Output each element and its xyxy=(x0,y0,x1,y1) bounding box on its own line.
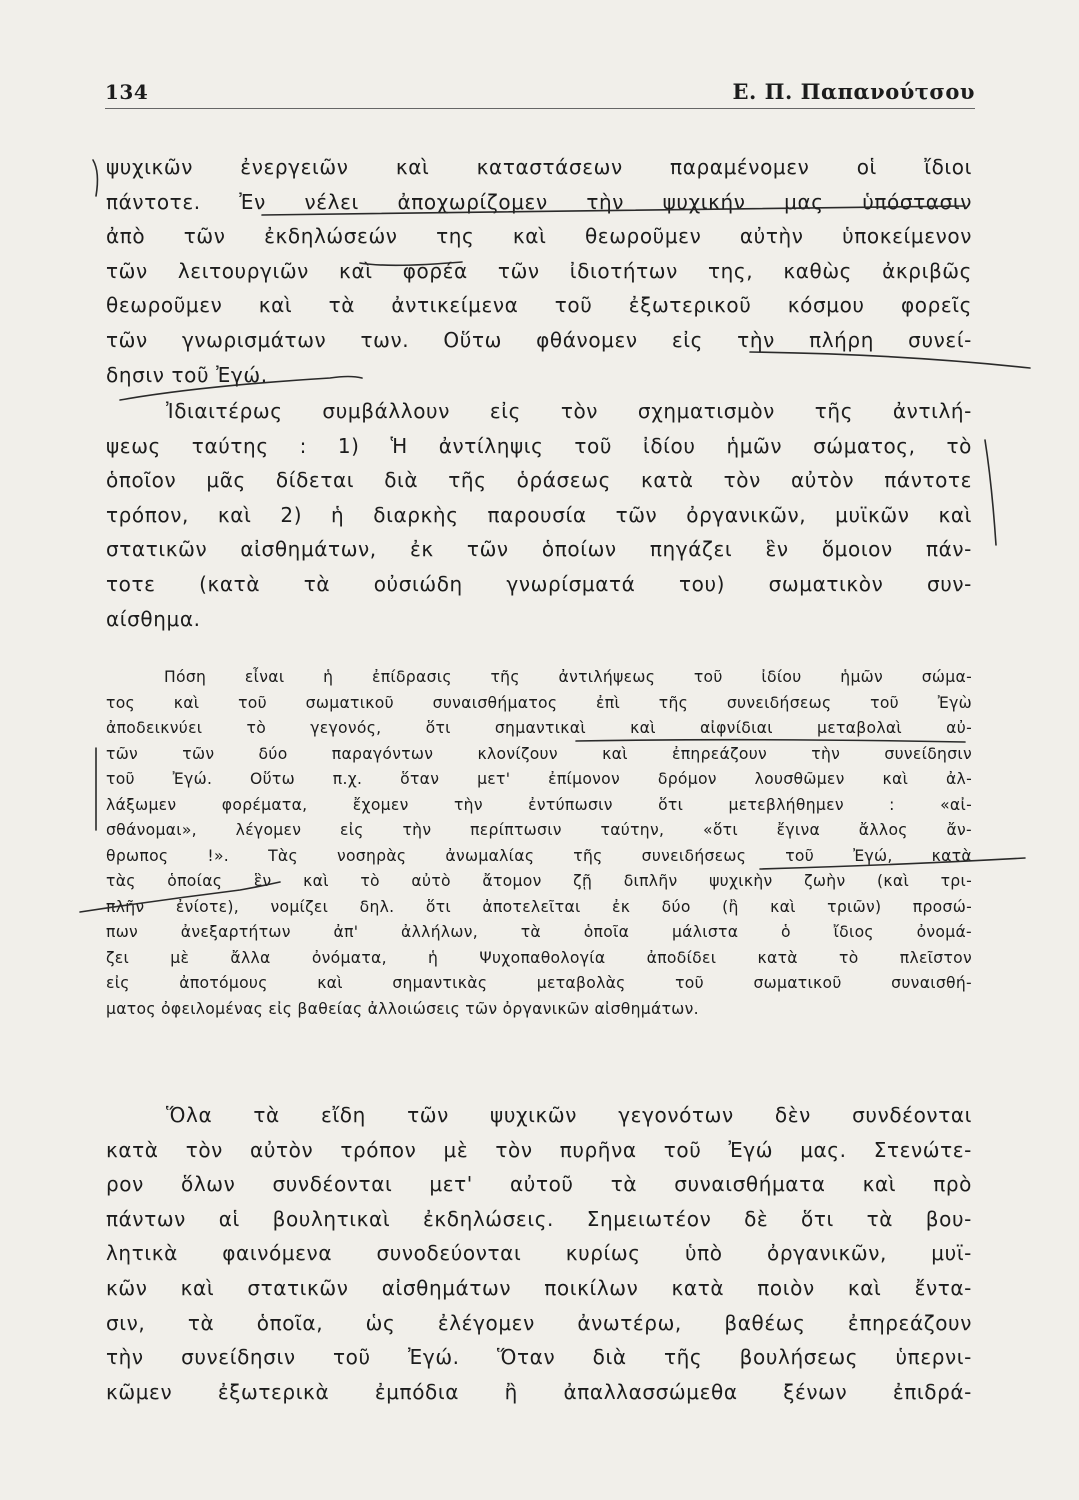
text-line: ρον ὅλων συνδέονται μετ' αὐτοῦ τὰ συναισθήματα καὶ πρὸ xyxy=(106,1172,972,1197)
text-line: σθάνομαι», λέγομεν εἰς τὴν περίπτωσιν ταύτην, «ὅτι ἔγινα ἄλλος ἄν- xyxy=(106,821,972,839)
text-line: τρόπον, καὶ 2) ἡ διαρκὴς παρουσία τῶν ὀργανικῶν, μυϊκῶν καὶ xyxy=(106,502,972,527)
text-line: πάντων αἱ βουλητικαὶ ἐκδηλώσεις. Σημειωτέον δὲ ὅτι τὰ βου- xyxy=(106,1206,972,1231)
text-line: εἰς ἀποτόμους καὶ σημαντικὰς μεταβολὰς τοῦ σωματικοῦ συναισθή- xyxy=(106,974,972,992)
text-line: Ἰδιαιτέρως συμβάλλουν εἰς τὸν σχηματισμὸν τῆς ἀντιλή- xyxy=(166,399,972,423)
text-line: στατικῶν αἰσθημάτων, ἐκ τῶν ὁποίων πηγάζει ἓν ὅμοιον πάν- xyxy=(106,537,972,562)
text-line: τῶν τῶν δύο παραγόντων κλονίζουν καὶ ἐπηρεάζουν τὴν συνείδησιν xyxy=(106,744,972,763)
text-line: τὰς ὁποίας ἓν καὶ τὸ αὐτὸ ἄτομον ζῇ διπλῆν ψυχικὴν ζωὴν (καὶ τρι- xyxy=(106,872,972,890)
paragraph-3-smallprint xyxy=(106,665,972,1022)
text-line: ἀποδεικνύει τὸ γεγονός, ὅτι σημαντικαὶ καὶ αἰφνίδιαι μεταβολαὶ αὐ- xyxy=(106,719,972,737)
text-line: θρωπος !». Τὰς νοσηρὰς ἀνωμαλίας τῆς συνειδήσεως τοῦ Ἐγώ, κατὰ xyxy=(106,846,972,865)
text-line: τῶν γνωρισμάτων των. Οὕτω φθάνομεν εἰς τὴν πλήρη συνεί- xyxy=(106,327,972,352)
paragraph-2 xyxy=(106,394,972,636)
text-line: κατὰ τὸν αὐτὸν τρόπον μὲ τὸν πυρῆνα τοῦ Ἐγώ μας. Στενώτε- xyxy=(106,1137,972,1162)
text-line: τοτε (κατὰ τὰ οὐσιώδη γνωρίσματά του) σωματικὸν συν- xyxy=(106,571,972,596)
text-line: ὁποῖον μᾶς δίδεται διὰ τῆς ὁράσεως κατὰ τὸν αὐτὸν πάντοτε xyxy=(106,468,972,493)
text-line: ἀπὸ τῶν ἐκδηλώσεών της καὶ θεωροῦμεν αὐτὴν ὑποκείμενον xyxy=(106,224,972,249)
text-line: τοῦ Ἐγώ. Οὕτω π.χ. ὅταν μετ' ἐπίμονον δρόμον λουσθῶμεν καὶ ἀλ- xyxy=(106,770,972,788)
text-line: Ὅλα τὰ εἴδη τῶν ψυχικῶν γεγονότων δὲν συνδέονται xyxy=(166,1103,972,1127)
text-line: πλῆν ἐνίοτε), νομίζει δηλ. ὅτι ἀποτελεῖται ἐκ δύο (ἢ καὶ τριῶν) προσώ- xyxy=(106,897,972,916)
running-header xyxy=(105,74,975,109)
margin-bracket-right xyxy=(985,440,996,545)
text-line: Πόση εἶναι ἡ ἐπίδρασις τῆς ἀντιλήψεως τοῦ ἰδίου ἡμῶν σώμα- xyxy=(164,668,972,686)
text-line: τος καὶ τοῦ σωματικοῦ συναισθήματος ἐπὶ τῆς συνειδήσεως τοῦ Ἐγὼ xyxy=(106,693,972,712)
text-line: σιν, τὰ ὁποῖα, ὡς ἐλέγομεν ἀνωτέρω, βαθέως ἐπηρεάζουν xyxy=(106,1310,972,1335)
text-line: ζει μὲ ἄλλα ὀνόματα, ἡ Ψυχοπαθολογία ἀποδίδει κατὰ τὸ πλεῖστον xyxy=(106,948,972,967)
paragraph-1 xyxy=(106,150,972,392)
text-line: ματος ὀφειλομένας εἰς βαθείας ἀλλοιώσεις τῶν ὀργανικῶν αἰσθημάτων. xyxy=(106,999,699,1018)
text-line: κῶμεν ἐξωτερικὰ ἐμπόδια ἢ ἀπαλλασσώμεθα ξένων ἐπιδρά- xyxy=(106,1379,972,1404)
text-line: αίσθημα. xyxy=(106,606,201,631)
text-line: πων ἀνεξαρτήτων ἀπ' ἀλλήλων, τὰ ὁποῖα μάλιστα ὁ ἴδιος ὀνομά- xyxy=(106,923,972,941)
text-line: δησιν τοῦ Ἐγώ. xyxy=(106,362,268,387)
page-number: 134 xyxy=(105,80,149,104)
paragraph-4 xyxy=(106,1098,972,1409)
text-line: ψυχικῶν ἐνεργειῶν καὶ καταστάσεων παραμένομεν οἱ ἴδιοι xyxy=(106,155,972,179)
text-line: λάξωμεν φορέματα, ἔχομεν τὴν ἐντύπωσιν ὅτι μετεβλήθημεν : «αἰ- xyxy=(106,795,972,814)
text-line: λητικὰ φαινόμενα συνοδεύονται κυρίως ὑπὸ ὀργανικῶν, μυϊ- xyxy=(106,1241,972,1266)
margin-bracket-top xyxy=(93,160,97,196)
text-line: τῶν λειτουργιῶν καὶ φορέα τῶν ἰδιοτήτων της, καθὼς ἀκριβῶς xyxy=(106,258,972,283)
text-line: θεωροῦμεν καὶ τὰ ἀντικείμενα τοῦ ἐξωτερικοῦ κόσμου φορεῖς xyxy=(106,293,972,318)
text-line: πάντοτε. Ἐν νέλει ἀποχωρίζομεν τὴν ψυχικήν μας ὑπόστασιν xyxy=(106,189,972,214)
running-author: Ε. Π. Παπανούτσου xyxy=(732,79,975,104)
text-line: τὴν συνείδησιν τοῦ Ἐγώ. Ὅταν διὰ τῆς βουλήσεως ὑπερνι- xyxy=(106,1345,972,1370)
text-line: κῶν καὶ στατικῶν αἰσθημάτων ποικίλων κατὰ ποιὸν καὶ ἔντα- xyxy=(106,1275,972,1300)
text-line: ψεως ταύτης : 1) Ἡ ἀντίληψις τοῦ ἰδίου ἡμῶν σώματος, τὸ xyxy=(106,433,972,458)
